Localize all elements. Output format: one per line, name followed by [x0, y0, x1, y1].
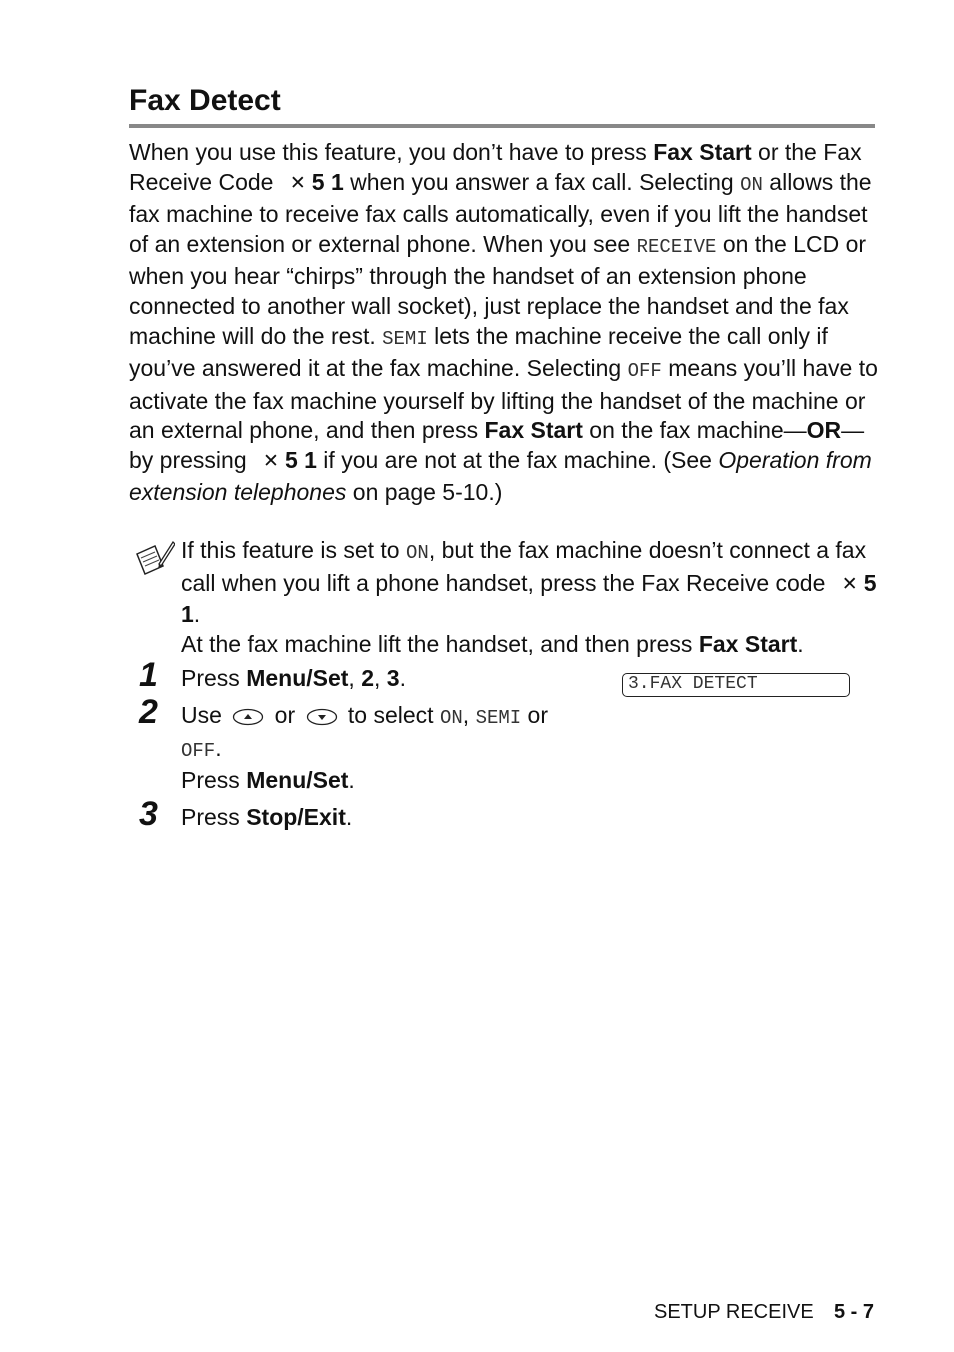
note-text: If this feature is set to ON, but the fax machine doesn’t connect a fax call when you lift a phone handset, press the Fax Receive code ✕ 5 1. At the fax machine lift the handset, and then press Fax Start. [181, 537, 877, 657]
page-number: 5 - 7 [834, 1301, 875, 1323]
page-title: Fax Detect [129, 84, 281, 117]
step-2-press: Press Menu/Set. [181, 767, 355, 793]
option-on: ON [740, 173, 763, 196]
step-number-1: 1 [139, 656, 158, 694]
step-2-text: Use or to select ON, SEMI or OFF. [181, 702, 549, 762]
note-pencil-icon [133, 540, 175, 580]
intro-paragraph: When you use this feature, you don’t have to press Fax Start or the Fax Receive Code ✕ 5 1 when you answer a fax call. Selecting ON allows the fax machine to receive fax calls automatically, even if you lift the handset of an extension or external phone. When you see RECEIVE on the LCD or when you hear “chirps” through the handset of an extension phone connected to another wall socket), just replace the handset and the fax machine will do the rest. SEMI lets the machine receive the call only if you’ve answered it at the fax machine. Selecting OFF means you’ll have to activate the fax machine yourself by lifting the handset of the machine or an external phone, and then press Fax Start on the fax machine—OR—by pressing ✕ 5 1 if you are not at the fax machine. (See Operation from extension telephones on page 5-10.) [129, 139, 878, 505]
step-number-2: 2 [139, 693, 158, 731]
option-off: OFF [627, 360, 662, 383]
option-semi: SEMI [382, 327, 428, 350]
cross-reference: Operation from extension telephones [129, 446, 872, 505]
nav-up-key-icon [232, 708, 264, 726]
star-key-icon: ✕ [289, 172, 306, 194]
lcd-display: 3.FAX DETECT [622, 673, 850, 697]
lcd-receive: RECEIVE [636, 235, 717, 258]
step-number-3: 3 [139, 795, 158, 833]
step-1-text: Press Menu/Set, 2, 3. [181, 665, 406, 691]
step-3-text: Press Stop/Exit. [181, 804, 353, 830]
fax-start-key: Fax Start [653, 139, 752, 165]
footer-section: SETUP RECEIVE [654, 1301, 814, 1323]
star-key-icon: ✕ [841, 573, 858, 595]
heading-rule [129, 124, 875, 128]
star-key-icon: ✕ [263, 450, 279, 472]
nav-down-key-icon [306, 708, 338, 726]
